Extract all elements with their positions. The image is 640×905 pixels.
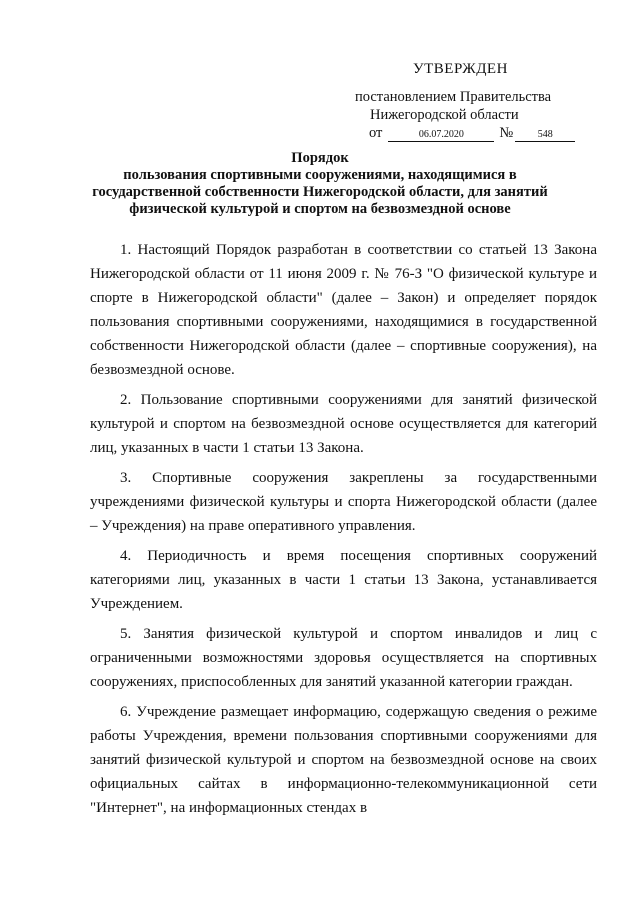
approval-date-line: [369, 124, 575, 142]
approved-heading: УТВЕРЖДЕН: [413, 61, 508, 77]
number-sign: №: [499, 125, 514, 141]
paragraph-3: 3. Спортивные сооружения закреплены за государственными учреждениями физической культуры и спорта Нижегородской области (далее – Учреждения) на праве оперативного управления.: [90, 470, 597, 534]
title-line-2: пользования спортивными сооружениями, находящимися в: [123, 167, 517, 183]
approval-date: 06.07.2020: [388, 129, 494, 142]
title-line-4: физической культурой и спортом на безвозмездной основе: [129, 201, 511, 217]
document-body: [90, 238, 597, 826]
paragraph-2: 2. Пользование спортивными сооружениями для занятий физической культурой и спортом на безвозмездной основе осуществляется для категорий лиц, указанных в части 1 статьи 13 Закона.: [90, 392, 597, 456]
document-title: [80, 150, 560, 218]
title-line-3: государственной собственности Нижегородской области, для занятий: [92, 184, 548, 200]
paragraph-6: 6. Учреждение размещает информацию, содержащую сведения о режиме работы Учреждения, времени пользования спортивными сооружениями для занятий физической культурой и спортом на безвозмездной основе на своих официальных сайтах в информационно-телекоммуникационной сети "Интернет", на информационных стендах в: [90, 704, 597, 816]
paragraph-4: 4. Периодичность и время посещения спортивных сооружений категориями лиц, указанных в части 1 статьи 13 Закона, устанавливается Учреждением.: [90, 548, 597, 612]
approval-number: 548: [515, 129, 575, 142]
paragraph-1: 1. Настоящий Порядок разработан в соответствии со статьей 13 Закона Нижегородской области от 11 июня 2009 г. № 76-З "О физической культуре и спорте в Нижегородской области" (далее – Закон) и определяет порядок пользования спортивными сооружениями, находящимися в государственной собственности Нижегородской области (далее – спортивные сооружения), на безвозмездной основе.: [90, 242, 597, 378]
paragraph-5: 5. Занятия физической культурой и спортом инвалидов и лиц с ограниченными возможностями здоровья осуществляется на спортивных сооружениях, приспособленных для занятий указанной категории граждан.: [90, 626, 597, 690]
approved-by-line: постановлением Правительства: [355, 89, 552, 105]
approved-region-line: Нижегородской области: [370, 107, 519, 123]
title-line-1: Порядок: [291, 150, 349, 166]
date-prefix: от: [369, 125, 383, 141]
